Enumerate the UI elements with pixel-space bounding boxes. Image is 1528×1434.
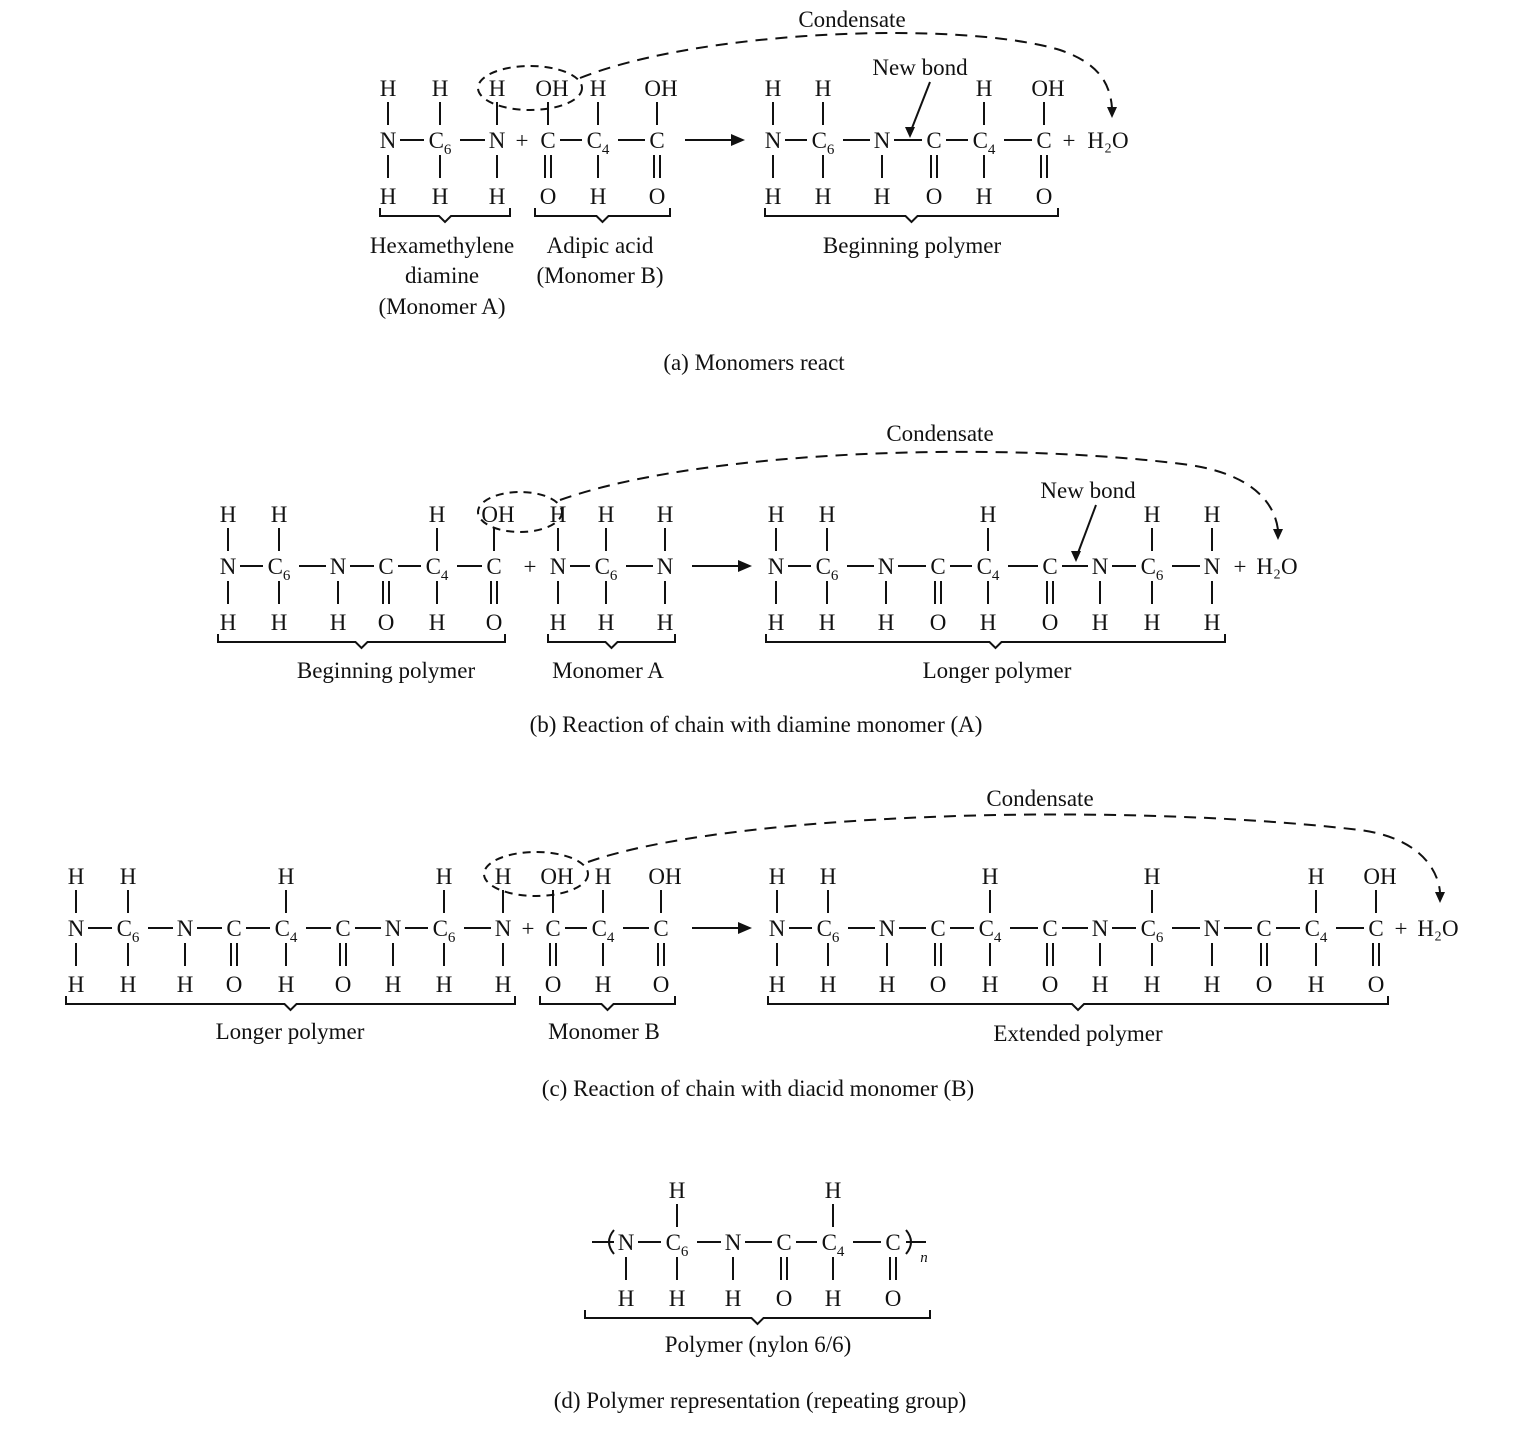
- hydrogen-atom: H: [877, 610, 895, 635]
- hydrogen-atom: H: [379, 76, 397, 101]
- water-label: H₂O: [1087, 128, 1129, 153]
- carbon-atom: C: [545, 916, 561, 941]
- carbon-atom: $C_6$: [1140, 916, 1164, 946]
- nitrogen-atom: N: [878, 916, 896, 941]
- oxygen-atom: O: [544, 972, 562, 997]
- hydrogen-atom: H: [597, 610, 615, 635]
- group-label: Extended polymer: [993, 1021, 1163, 1046]
- carbon-atom: $C_4$: [976, 554, 1000, 584]
- oxygen-atom: O: [648, 184, 666, 209]
- nitrogen-atom: N: [1203, 554, 1221, 579]
- carbon-atom: $C_6$: [428, 128, 452, 158]
- panel-caption: (d) Polymer representation (repeating group): [553, 1388, 967, 1413]
- group-brace: [585, 1310, 930, 1324]
- hydrogen-atom: H: [119, 972, 137, 997]
- plus-sign: +: [1233, 554, 1247, 579]
- carbon-atom: C: [776, 1230, 792, 1255]
- nitrogen-atom: N: [219, 554, 237, 579]
- nitrogen-atom: N: [1091, 916, 1109, 941]
- hydrogen-atom: H: [1143, 864, 1161, 889]
- hydrogen-atom: H: [824, 1286, 842, 1311]
- carbon-atom: C: [486, 554, 502, 579]
- oxygen-atom: O: [377, 610, 395, 635]
- group-brace: [380, 208, 510, 222]
- oxygen-atom: O: [884, 1286, 902, 1311]
- hydrogen-atom: H: [981, 972, 999, 997]
- new-bond-label: New bond: [1040, 478, 1136, 503]
- hydrogen-atom: H: [1143, 972, 1161, 997]
- arrow-head: [1273, 529, 1283, 540]
- hydrogen-atom: H: [589, 184, 607, 209]
- carbon-atom: C: [1036, 128, 1052, 153]
- hydroxyl-group: OH: [1031, 76, 1065, 101]
- hydrogen-atom: H: [594, 864, 612, 889]
- hydrogen-atom: H: [617, 1286, 635, 1311]
- carbon-atom: $C_6$: [816, 916, 840, 946]
- hydrogen-atom: H: [270, 610, 288, 635]
- hydrogen-atom: H: [668, 1178, 686, 1203]
- group-label: Longer polymer: [922, 658, 1072, 683]
- carbon-atom: $C_4$: [972, 128, 996, 158]
- carbon-atom: $C_6$: [815, 554, 839, 584]
- carbon-atom: $C_6$: [267, 554, 291, 584]
- carbon-atom: $C_4$: [978, 916, 1002, 946]
- group-brace: [548, 634, 675, 648]
- group-brace: [765, 208, 1058, 222]
- hydrogen-atom: H: [277, 864, 295, 889]
- plus-sign: +: [521, 916, 535, 941]
- carbon-atom: $C_6$: [665, 1230, 689, 1260]
- hydrogen-atom: H: [979, 502, 997, 527]
- hydrogen-atom: H: [768, 972, 786, 997]
- diacid-monomer-structure: [540, 864, 681, 997]
- hydrogen-atom: H: [767, 610, 785, 635]
- hydroxyl-group: OH: [1363, 864, 1397, 889]
- arrow-head: [738, 560, 752, 572]
- hydrogen-atom: H: [979, 610, 997, 635]
- carbon-atom: C: [378, 554, 394, 579]
- oxygen-atom: O: [652, 972, 670, 997]
- carbon-atom: $C_6$: [116, 916, 140, 946]
- carbon-atom: $C_6$: [811, 128, 835, 158]
- nitrogen-atom: N: [67, 916, 85, 941]
- group-label: Beginning polymer: [822, 233, 1002, 258]
- group-label: Beginning polymer: [296, 658, 476, 683]
- hydrogen-atom: H: [768, 864, 786, 889]
- plus-sign: +: [515, 128, 529, 153]
- oxygen-atom: O: [1255, 972, 1273, 997]
- hydrogen-atom: H: [814, 76, 832, 101]
- hydroxyl-group: OH: [648, 864, 682, 889]
- carbon-atom: C: [335, 916, 351, 941]
- hydroxyl-group: OH: [540, 864, 574, 889]
- hydroxyl-group: OH: [481, 502, 515, 527]
- hydrogen-atom: H: [67, 864, 85, 889]
- hydrogen-atom: H: [435, 864, 453, 889]
- nitrogen-atom: N: [379, 128, 397, 153]
- group-label: (Monomer B): [536, 263, 664, 288]
- panel-caption: (c) Reaction of chain with diacid monomer (B): [541, 1076, 975, 1101]
- nitrogen-atom: N: [176, 916, 194, 941]
- hydrogen-atom: H: [428, 502, 446, 527]
- diamine-monomer-structure: [550, 502, 674, 635]
- group-brace: [766, 634, 1225, 648]
- hydrogen-atom: H: [656, 610, 674, 635]
- hydrogen-atom: H: [819, 972, 837, 997]
- carbon-atom: $C_4$: [274, 916, 298, 946]
- arrow-head: [905, 127, 915, 138]
- hydrogen-atom: H: [1203, 502, 1221, 527]
- carbon-atom: C: [930, 916, 946, 941]
- hydrogen-atom: H: [431, 184, 449, 209]
- carbon-atom: $C_6$: [1140, 554, 1164, 584]
- hydrogen-atom: H: [818, 610, 836, 635]
- hydrogen-atom: H: [594, 972, 612, 997]
- oxygen-atom: O: [775, 1286, 793, 1311]
- carbon-atom: $C_6$: [594, 554, 618, 584]
- hydrogen-atom: H: [764, 184, 782, 209]
- new-bond-pointer: [912, 82, 930, 128]
- hydrogen-atom: H: [878, 972, 896, 997]
- nitrogen-atom: N: [767, 554, 785, 579]
- hydrogen-atom: H: [329, 610, 347, 635]
- water-label: H₂O: [1417, 916, 1459, 941]
- hydrogen-atom: H: [119, 864, 137, 889]
- hydrogen-atom: H: [549, 502, 567, 527]
- group-brace: [768, 996, 1388, 1010]
- repeat-bracket-left: [592, 1230, 614, 1254]
- nitrogen-atom: N: [488, 128, 506, 153]
- hydrogen-atom: H: [176, 972, 194, 997]
- hydrogen-atom: H: [819, 864, 837, 889]
- hydrogen-atom: H: [219, 610, 237, 635]
- oxygen-atom: O: [539, 184, 557, 209]
- repeat-subscript: n: [920, 1250, 928, 1266]
- group-brace: [66, 996, 515, 1010]
- nitrogen-atom: N: [724, 1230, 742, 1255]
- hydrogen-atom: H: [1091, 972, 1109, 997]
- hydrogen-atom: H: [597, 502, 615, 527]
- group-brace: [218, 634, 505, 648]
- hydrogen-atom: H: [1143, 502, 1161, 527]
- hexamethylene-diamine-structure: [380, 76, 506, 209]
- nitrogen-atom: N: [617, 1230, 635, 1255]
- hydrogen-atom: H: [824, 1178, 842, 1203]
- carbon-atom: C: [1256, 916, 1272, 941]
- hydrogen-atom: H: [549, 610, 567, 635]
- carbon-atom: C: [653, 916, 669, 941]
- condensate-label: Condensate: [798, 7, 906, 32]
- carbon-atom: C: [1042, 916, 1058, 941]
- hydrogen-atom: H: [67, 972, 85, 997]
- oxygen-atom: O: [1035, 184, 1053, 209]
- arrow-head: [1435, 892, 1445, 903]
- hydrogen-atom: H: [975, 184, 993, 209]
- arrow-head: [1107, 107, 1117, 118]
- new-bond-label: New bond: [872, 55, 968, 80]
- hydrogen-atom: H: [431, 76, 449, 101]
- oxygen-atom: O: [1041, 972, 1059, 997]
- hydrogen-atom: H: [764, 76, 782, 101]
- hydrogen-atom: H: [494, 972, 512, 997]
- arrow-head: [731, 134, 745, 146]
- carbon-atom: C: [540, 128, 556, 153]
- hydrogen-atom: H: [219, 502, 237, 527]
- beginning-polymer-structure: [220, 502, 515, 635]
- hydrogen-atom: H: [270, 502, 288, 527]
- carbon-atom: $C_4$: [1304, 916, 1328, 946]
- hydrogen-atom: H: [1203, 610, 1221, 635]
- oxygen-atom: O: [225, 972, 243, 997]
- carbon-atom: $C_4$: [821, 1230, 845, 1260]
- carbon-atom: $C_4$: [425, 554, 449, 584]
- hydrogen-atom: H: [1307, 972, 1325, 997]
- nitrogen-atom: N: [384, 916, 402, 941]
- arrow-head: [1071, 551, 1081, 562]
- group-label: Monomer B: [548, 1019, 660, 1044]
- hydrogen-atom: H: [488, 76, 506, 101]
- hydrogen-atom: H: [494, 864, 512, 889]
- carbon-atom: C: [649, 128, 665, 153]
- nitrogen-atom: N: [873, 128, 891, 153]
- oxygen-atom: O: [334, 972, 352, 997]
- group-label: diamine: [404, 263, 480, 288]
- condensate-label: Condensate: [886, 421, 994, 446]
- plus-sign: +: [1394, 916, 1408, 941]
- hydrogen-atom: H: [818, 502, 836, 527]
- hydrogen-atom: H: [428, 610, 446, 635]
- carbon-atom: C: [226, 916, 242, 941]
- oxygen-atom: O: [1367, 972, 1385, 997]
- plus-sign: +: [1062, 128, 1076, 153]
- water-label: H₂O: [1256, 554, 1298, 579]
- nitrogen-atom: N: [329, 554, 347, 579]
- condensate-label: Condensate: [986, 786, 1094, 811]
- new-bond-pointer: [1078, 505, 1096, 553]
- nitrogen-atom: N: [656, 554, 674, 579]
- hydrogen-atom: H: [1091, 610, 1109, 635]
- group-label: Monomer A: [552, 658, 664, 683]
- hydrogen-atom: H: [981, 864, 999, 889]
- group-brace: [535, 208, 670, 222]
- adipic-acid-structure: [535, 76, 677, 209]
- oxygen-atom: O: [925, 184, 943, 209]
- hydrogen-atom: H: [814, 184, 832, 209]
- hydrogen-atom: H: [384, 972, 402, 997]
- hydrogen-atom: H: [379, 184, 397, 209]
- carbon-atom: $C_4$: [591, 916, 615, 946]
- hydrogen-atom: H: [435, 972, 453, 997]
- nitrogen-atom: N: [768, 916, 786, 941]
- panel-caption: (b) Reaction of chain with diamine monomer (A): [529, 712, 983, 737]
- hydroxyl-group: OH: [535, 76, 569, 101]
- hydrogen-atom: H: [1143, 610, 1161, 635]
- longer-polymer-structure: [768, 502, 1221, 635]
- carbon-atom: C: [926, 128, 942, 153]
- oxygen-atom: O: [929, 972, 947, 997]
- hydrogen-atom: H: [668, 1286, 686, 1311]
- nitrogen-atom: N: [549, 554, 567, 579]
- hydrogen-atom: H: [1203, 972, 1221, 997]
- hydrogen-atom: H: [724, 1286, 742, 1311]
- extended-polymer-structure: [769, 864, 1397, 997]
- hydroxyl-group: OH: [644, 76, 678, 101]
- nitrogen-atom: N: [764, 128, 782, 153]
- carbon-atom: $C_6$: [432, 916, 456, 946]
- hydrogen-atom: H: [488, 184, 506, 209]
- carbon-atom: C: [885, 1230, 901, 1255]
- nitrogen-atom: N: [1091, 554, 1109, 579]
- oxygen-atom: O: [1041, 610, 1059, 635]
- group-label: Polymer (nylon 6/6): [664, 1332, 852, 1357]
- plus-sign: +: [523, 554, 537, 579]
- nitrogen-atom: N: [494, 916, 512, 941]
- hydrogen-atom: H: [656, 502, 674, 527]
- hydrogen-atom: H: [277, 972, 295, 997]
- hydrogen-atom: H: [589, 76, 607, 101]
- group-label: (Monomer A): [378, 294, 506, 319]
- hydrogen-atom: H: [767, 502, 785, 527]
- panel-caption: (a) Monomers react: [663, 350, 845, 375]
- nitrogen-atom: N: [1203, 916, 1221, 941]
- carbon-atom: $C_4$: [586, 128, 610, 158]
- carbon-atom: C: [1042, 554, 1058, 579]
- nitrogen-atom: N: [877, 554, 895, 579]
- oxygen-atom: O: [485, 610, 503, 635]
- oxygen-atom: O: [929, 610, 947, 635]
- longer-polymer-structure: [68, 864, 512, 997]
- hydrogen-atom: H: [975, 76, 993, 101]
- group-brace: [540, 996, 675, 1010]
- beginning-polymer-structure: [765, 76, 1065, 209]
- group-label: Longer polymer: [215, 1019, 365, 1044]
- hydrogen-atom: H: [873, 184, 891, 209]
- group-label: Adipic acid: [546, 233, 654, 258]
- hydrogen-atom: H: [1307, 864, 1325, 889]
- group-label: Hexamethylene: [369, 233, 515, 258]
- carbon-atom: C: [1368, 916, 1384, 941]
- carbon-atom: C: [930, 554, 946, 579]
- nylon-repeat-unit-structure: [618, 1178, 902, 1311]
- arrow-head: [738, 922, 752, 934]
